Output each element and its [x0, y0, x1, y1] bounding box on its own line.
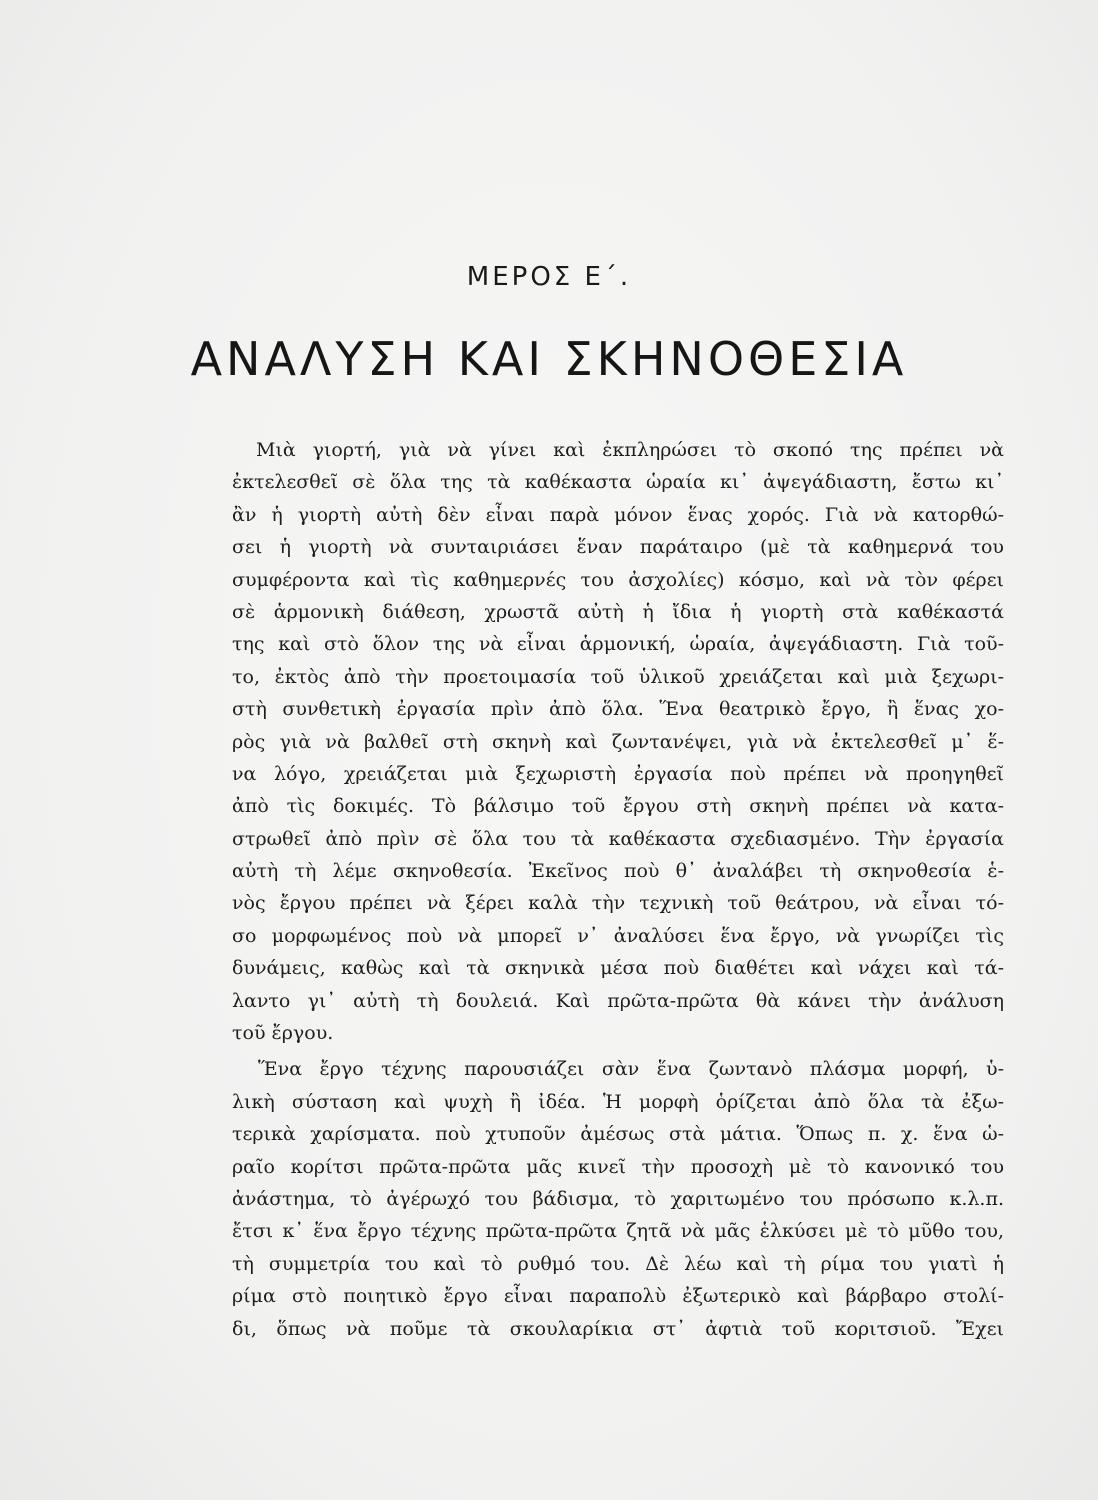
- text-line: τὴ συμμετρία του καὶ τὸ ρυθμό του. Δὲ λέω καὶ τὴ ρίμα του γιατὶ ἡ: [232, 1252, 1004, 1275]
- text-line: το, ἐκτὸς ἀπὸ τὴν προετοιμασία τοῦ ὑλικοῦ χρειάζεται καὶ μιὰ ξεχωρι-: [232, 665, 1004, 688]
- text-line: στρωθεῖ ἀπὸ πρὶν σὲ ὅλα του τὰ καθέκαστα σχεδιασμένο. Τὴν ἐργασία: [232, 827, 1004, 850]
- text-line: τερικὰ χαρίσματα. ποὺ χτυποῦν ἀμέσως στὰ μάτια. Ὅπως π. χ. ἕνα ὡ-: [232, 1123, 1004, 1146]
- text-line: να λόγο, χρειάζεται μιὰ ξεχωριστὴ ἐργασία ποὺ πρέπει νὰ προηγηθεῖ: [232, 762, 1004, 785]
- text-line: δι, ὅπως νὰ ποῦμε τὰ σκουλαρίκια στ᾽ ἀφτιὰ τοῦ κοριτσιοῦ. Ἔχει: [232, 1317, 1004, 1340]
- text-line: δυνάμεις, καθὼς καὶ τὰ σκηνικὰ μέσα ποὺ διαθέτει καὶ νάχει καὶ τά-: [232, 957, 1004, 980]
- part-label: ΜΕΡΟΣ Ε΄.: [466, 262, 632, 292]
- text-line: λικὴ σύσταση καὶ ψυχὴ ἢ ἰδέα. Ἡ μορφὴ ὁρίζεται ἀπὸ ὅλα τὰ ἐξω-: [232, 1090, 1004, 1113]
- text-line: ἂν ἡ γιορτὴ αὐτὴ δὲν εἶναι παρὰ μόνον ἕνας χορός. Γιὰ νὰ κατορθώ-: [232, 503, 1004, 526]
- text-line: σει ἡ γιορτὴ νὰ συνταιριάσει ἕναν παράταιρο (μὲ τὰ καθημερνά του: [232, 536, 1004, 559]
- text-line: νὸς ἔργου πρέπει νὰ ξέρει καλὰ τὴν τεχνικὴ τοῦ θεάτρου, νὰ εἶναι τό-: [232, 892, 1004, 915]
- text-line: ἀνάστημα, τὸ ἀγέρωχό του βάδισμα, τὸ χαριτωμένο του πρόσωπο κ.λ.π.: [232, 1187, 1004, 1210]
- text-line: σο μορφωμένος ποὺ νὰ μπορεῖ ν᾽ ἀναλύσει ἕνα ἔργο, νὰ γνωρίζει τὶς: [232, 924, 1004, 947]
- text-line: Μιὰ γιορτή, γιὰ νὰ γίνει καὶ ἐκπληρώσει τὸ σκοπό της πρέπει νὰ: [256, 439, 1004, 461]
- text-line: ἔτσι κ᾽ ἕνα ἔργο τέχνης πρῶτα-πρῶτα ζητᾶ νὰ μᾶς ἑλκύσει μὲ τὸ μῦθο του,: [232, 1220, 1004, 1243]
- text-line: αὐτὴ τὴ λέμε σκηνοθεσία. Ἐκεῖνος ποὺ θ᾽ ἀναλάβει τὴ σκηνοθεσία ἑ-: [232, 860, 1004, 883]
- text-line: συμφέροντα καὶ τὶς καθημερνές του ἀσχολίες) κόσμο, καὶ νὰ τὸν φέρει: [232, 568, 1004, 591]
- text-line: στὴ συνθετικὴ ἐργασία πρὶν ἀπὸ ὅλα. Ἕνα θεατρικὸ ἔργο, ἢ ἕνας χο-: [232, 698, 1004, 721]
- text-line: ἐκτελεσθεῖ σὲ ὅλα της τὰ καθέκαστα ὡραία κι᾽ ἀψεγάδιαστη, ἔστω κι᾽: [232, 471, 1004, 494]
- text-line: Ἕνα ἔργο τέχνης παρουσιάζει σὰν ἕνα ζωντανὸ πλάσμα μορφή, ὑ-: [258, 1058, 1004, 1081]
- text-line: λαντο γι᾽ αὐτὴ τὴ δουλειά. Καὶ πρῶτα-πρῶτα θὰ κάνει τὴν ἀνάλυση: [232, 989, 1004, 1012]
- text-line: ἀπὸ τὶς δοκιμές. Τὸ βάλσιμο τοῦ ἔργου στὴ σκηνὴ πρέπει νὰ κατα-: [232, 795, 1004, 818]
- body-text: [232, 434, 1004, 1345]
- text-line: ρίμα στὸ ποιητικὸ ἔργο εἶναι παραπολὺ ἐξωτερικὸ καὶ βάρβαρο στολί-: [232, 1285, 1004, 1308]
- text-line: τοῦ ἔργου.: [232, 1022, 334, 1045]
- text-line: της καὶ στὸ ὅλον της νὰ εἶναι ἁρμονική, ὡραία, ἀψεγάδιαστη. Γιὰ τοῦ-: [232, 633, 1004, 656]
- text-line: σὲ ἁρμονικὴ διάθεση, χρωστᾶ αὐτὴ ἡ ἴδια ἡ γιορτὴ στὰ καθέκαστά: [232, 600, 1004, 623]
- text-line: ρὸς γιὰ νὰ βαλθεῖ στὴ σκηνὴ καὶ ζωντανέψει, γιὰ νὰ ἐκτελεσθεῖ μ᾽ ἕ-: [232, 730, 1004, 753]
- chapter-title: ΑΝΑΛΥΣΗ ΚΑΙ ΣΚΗΝΟΘΕΣΙΑ: [190, 332, 908, 386]
- text-line: ραῖο κορίτσι πρῶτα-πρῶτα μᾶς κινεῖ τὴν προσοχὴ μὲ τὸ κανονικό του: [232, 1155, 1004, 1178]
